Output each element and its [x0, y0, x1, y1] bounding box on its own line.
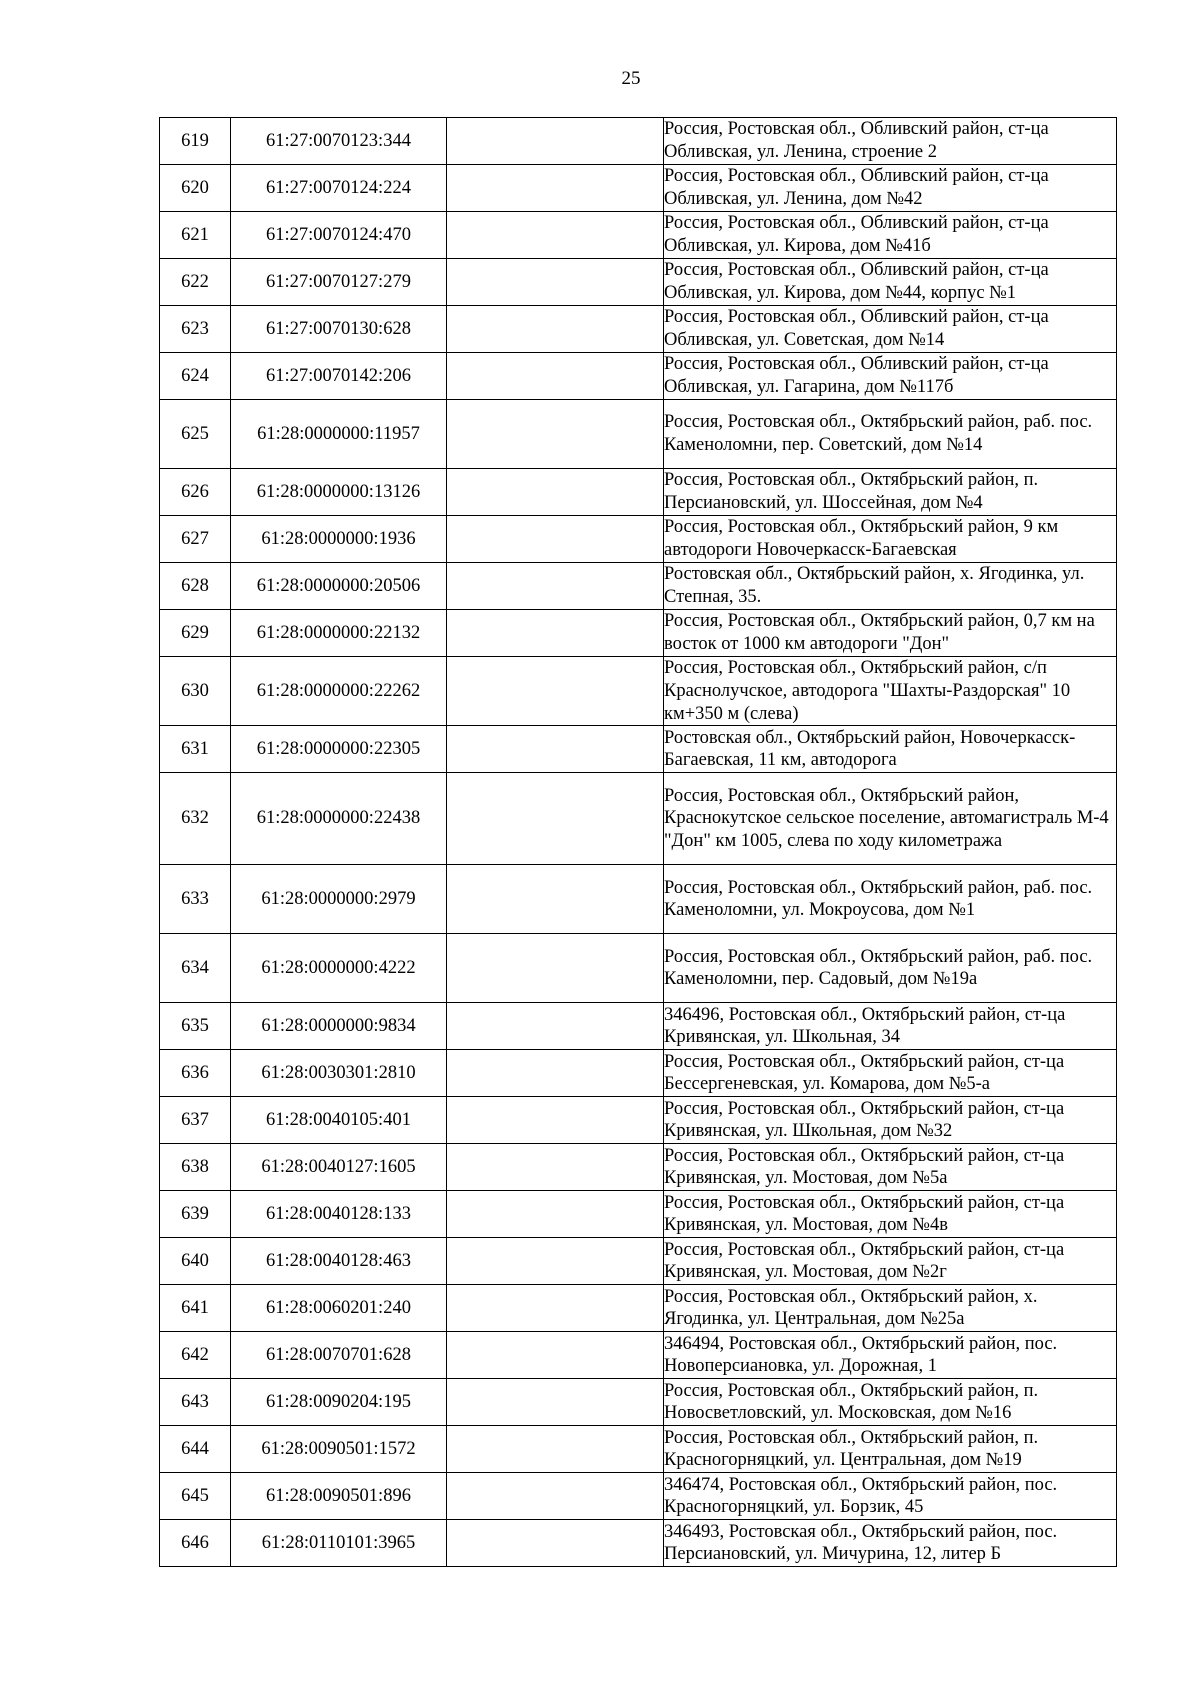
address-cell: Россия, Ростовская обл., Октябрьский район, п. Персиановский, ул. Шоссейная, дом №4	[664, 469, 1117, 516]
table-row	[160, 1003, 1117, 1050]
row-number-cell: 628	[160, 563, 231, 610]
cadastral-number-cell: 61:28:0000000:9834	[231, 1003, 447, 1050]
page-number: 25	[621, 68, 641, 89]
address-cell: Россия, Ростовская обл., Обливский район, ст-ца Обливская, ул. Ленина, строение 2	[664, 118, 1117, 165]
empty-cell	[447, 657, 664, 726]
row-number-cell: 641	[160, 1285, 231, 1332]
cadastral-number-cell: 61:28:0090501:1572	[231, 1426, 447, 1473]
empty-cell	[447, 1191, 664, 1238]
empty-cell	[447, 1097, 664, 1144]
empty-cell	[447, 353, 664, 400]
empty-cell	[447, 563, 664, 610]
address-cell: Россия, Ростовская обл., Октябрьский район, х. Ягодинка, ул. Центральная, дом №25а	[664, 1285, 1117, 1332]
cadastral-number-cell: 61:28:0090501:896	[231, 1473, 447, 1520]
table-row	[160, 726, 1117, 773]
cadastral-number-cell: 61:28:0000000:1936	[231, 516, 447, 563]
row-number-cell: 620	[160, 165, 231, 212]
cadastral-number-cell: 61:28:0000000:4222	[231, 934, 447, 1003]
empty-cell	[447, 1379, 664, 1426]
address-cell: 346474, Ростовская обл., Октябрьский район, пос. Красногорняцкий, ул. Борзик, 45	[664, 1473, 1117, 1520]
table-row	[160, 1144, 1117, 1191]
address-cell: Ростовская обл., Октябрьский район, Новочеркасск-Багаевская, 11 км, автодорога	[664, 726, 1117, 773]
address-cell: Россия, Ростовская обл., Октябрьский район, раб. пос. Каменоломни, пер. Советский, дом №14	[664, 400, 1117, 469]
cadastral-number-cell: 61:28:0000000:11957	[231, 400, 447, 469]
cadastral-number-cell: 61:28:0040128:463	[231, 1238, 447, 1285]
table-row	[160, 259, 1117, 306]
cadastral-number-cell: 61:28:0040127:1605	[231, 1144, 447, 1191]
cadastral-number-cell: 61:28:0090204:195	[231, 1379, 447, 1426]
cadastral-number-cell: 61:27:0070123:344	[231, 118, 447, 165]
address-cell: 346496, Ростовская обл., Октябрьский район, ст-ца Кривянская, ул. Школьная, 34	[664, 1003, 1117, 1050]
row-number-cell: 623	[160, 306, 231, 353]
empty-cell	[447, 1050, 664, 1097]
address-cell: Россия, Ростовская обл., Обливский район, ст-ца Обливская, ул. Гагарина, дом №117б	[664, 353, 1117, 400]
row-number-cell: 645	[160, 1473, 231, 1520]
empty-cell	[447, 259, 664, 306]
empty-cell	[447, 306, 664, 353]
row-number-cell: 625	[160, 400, 231, 469]
empty-cell	[447, 1144, 664, 1191]
row-number-cell: 632	[160, 773, 231, 865]
empty-cell	[447, 165, 664, 212]
table-row	[160, 165, 1117, 212]
cadastral-number-cell: 61:27:0070130:628	[231, 306, 447, 353]
empty-cell	[447, 212, 664, 259]
table-row	[160, 1379, 1117, 1426]
row-number-cell: 640	[160, 1238, 231, 1285]
row-number-cell: 643	[160, 1379, 231, 1426]
address-cell: Россия, Ростовская обл., Октябрьский район, п. Новосветловский, ул. Московская, дом №16	[664, 1379, 1117, 1426]
table-row	[160, 610, 1117, 657]
table-row	[160, 1332, 1117, 1379]
address-cell: Россия, Ростовская обл., Обливский район, ст-ца Обливская, ул. Кирова, дом №41б	[664, 212, 1117, 259]
address-cell: 346494, Ростовская обл., Октябрьский район, пос. Новоперсиановка, ул. Дорожная, 1	[664, 1332, 1117, 1379]
cadastral-number-cell: 61:28:0000000:13126	[231, 469, 447, 516]
row-number-cell: 629	[160, 610, 231, 657]
cadastral-number-cell: 61:27:0070124:470	[231, 212, 447, 259]
empty-cell	[447, 1520, 664, 1567]
empty-cell	[447, 726, 664, 773]
row-number-cell: 637	[160, 1097, 231, 1144]
empty-cell	[447, 118, 664, 165]
cadastral-number-cell: 61:27:0070124:224	[231, 165, 447, 212]
table-row	[160, 1238, 1117, 1285]
address-cell: Россия, Ростовская обл., Октябрьский район, Краснокутское сельское поселение, автомагистраль М-4 "Дон" км 1005, слева по ходу километража	[664, 773, 1117, 865]
address-cell: Россия, Ростовская обл., Обливский район, ст-ца Обливская, ул. Кирова, дом №44, корпус №1	[664, 259, 1117, 306]
row-number-cell: 621	[160, 212, 231, 259]
table-row	[160, 469, 1117, 516]
empty-cell	[447, 610, 664, 657]
cadastral-number-cell: 61:28:0000000:22305	[231, 726, 447, 773]
address-cell: Россия, Ростовская обл., Октябрьский район, ст-ца Кривянская, ул. Мостовая, дом №2г	[664, 1238, 1117, 1285]
address-cell: Россия, Ростовская обл., Обливский район, ст-ца Обливская, ул. Ленина, дом №42	[664, 165, 1117, 212]
empty-cell	[447, 1473, 664, 1520]
row-number-cell: 635	[160, 1003, 231, 1050]
cadastral-number-cell: 61:28:0040128:133	[231, 1191, 447, 1238]
cadastral-number-cell: 61:28:0000000:22438	[231, 773, 447, 865]
table-row	[160, 306, 1117, 353]
cadastral-number-cell: 61:28:0040105:401	[231, 1097, 447, 1144]
row-number-cell: 624	[160, 353, 231, 400]
row-number-cell: 622	[160, 259, 231, 306]
row-number-cell: 627	[160, 516, 231, 563]
row-number-cell: 619	[160, 118, 231, 165]
row-number-cell: 638	[160, 1144, 231, 1191]
row-number-cell: 630	[160, 657, 231, 726]
empty-cell	[447, 1426, 664, 1473]
table-row	[160, 1285, 1117, 1332]
empty-cell	[447, 400, 664, 469]
row-number-cell: 634	[160, 934, 231, 1003]
address-cell: Россия, Ростовская обл., Октябрьский район, ст-ца Бессергеневская, ул. Комарова, дом №5-а	[664, 1050, 1117, 1097]
property-register-table	[159, 117, 1117, 1567]
row-number-cell: 646	[160, 1520, 231, 1567]
table-row	[160, 865, 1117, 934]
empty-cell	[447, 1332, 664, 1379]
cadastral-number-cell: 61:28:0110101:3965	[231, 1520, 447, 1567]
table-row	[160, 1097, 1117, 1144]
register-body	[160, 118, 1117, 1567]
address-cell: Россия, Ростовская обл., Октябрьский район, с/п Краснолучское, автодорога "Шахты-Раздорская" 10 км+350 м (слева)	[664, 657, 1117, 726]
table-row	[160, 1473, 1117, 1520]
table-row	[160, 773, 1117, 865]
table-row	[160, 1520, 1117, 1567]
table-row	[160, 657, 1117, 726]
cadastral-number-cell: 61:28:0000000:2979	[231, 865, 447, 934]
address-cell: Россия, Ростовская обл., Октябрьский район, ст-ца Кривянская, ул. Школьная, дом №32	[664, 1097, 1117, 1144]
row-number-cell: 633	[160, 865, 231, 934]
empty-cell	[447, 1285, 664, 1332]
empty-cell	[447, 1003, 664, 1050]
cadastral-number-cell: 61:28:0070701:628	[231, 1332, 447, 1379]
table-row	[160, 212, 1117, 259]
row-number-cell: 636	[160, 1050, 231, 1097]
address-cell: Россия, Ростовская обл., Октябрьский район, 9 км автодороги Новочеркасск-Багаевская	[664, 516, 1117, 563]
address-cell: Россия, Ростовская обл., Обливский район, ст-ца Обливская, ул. Советская, дом №14	[664, 306, 1117, 353]
row-number-cell: 644	[160, 1426, 231, 1473]
address-cell: Россия, Ростовская обл., Октябрьский район, 0,7 км на восток от 1000 км автодороги "Дон"	[664, 610, 1117, 657]
table-row	[160, 353, 1117, 400]
cadastral-number-cell: 61:28:0000000:20506	[231, 563, 447, 610]
address-cell: 346493, Ростовская обл., Октябрьский район, пос. Персиановский, ул. Мичурина, 12, литер Б	[664, 1520, 1117, 1567]
row-number-cell: 631	[160, 726, 231, 773]
table-row	[160, 516, 1117, 563]
empty-cell	[447, 469, 664, 516]
empty-cell	[447, 934, 664, 1003]
table-row	[160, 1426, 1117, 1473]
table-row	[160, 400, 1117, 469]
cadastral-number-cell: 61:28:0030301:2810	[231, 1050, 447, 1097]
row-number-cell: 626	[160, 469, 231, 516]
empty-cell	[447, 516, 664, 563]
cadastral-number-cell: 61:28:0060201:240	[231, 1285, 447, 1332]
row-number-cell: 639	[160, 1191, 231, 1238]
table-row	[160, 1191, 1117, 1238]
address-cell: Ростовская обл., Октябрьский район, х. Ягодинка, ул. Степная, 35.	[664, 563, 1117, 610]
empty-cell	[447, 865, 664, 934]
table-row	[160, 118, 1117, 165]
empty-cell	[447, 773, 664, 865]
cadastral-number-cell: 61:27:0070127:279	[231, 259, 447, 306]
table-row	[160, 934, 1117, 1003]
table-row	[160, 1050, 1117, 1097]
address-cell: Россия, Ростовская обл., Октябрьский район, п. Красногорняцкий, ул. Центральная, дом №19	[664, 1426, 1117, 1473]
cadastral-number-cell: 61:28:0000000:22262	[231, 657, 447, 726]
address-cell: Россия, Ростовская обл., Октябрьский район, раб. пос. Каменоломни, ул. Мокроусова, дом №1	[664, 865, 1117, 934]
cadastral-number-cell: 61:27:0070142:206	[231, 353, 447, 400]
address-cell: Россия, Ростовская обл., Октябрьский район, ст-ца Кривянская, ул. Мостовая, дом №4в	[664, 1191, 1117, 1238]
row-number-cell: 642	[160, 1332, 231, 1379]
cadastral-number-cell: 61:28:0000000:22132	[231, 610, 447, 657]
empty-cell	[447, 1238, 664, 1285]
table-row	[160, 563, 1117, 610]
address-cell: Россия, Ростовская обл., Октябрьский район, ст-ца Кривянская, ул. Мостовая, дом №5а	[664, 1144, 1117, 1191]
address-cell: Россия, Ростовская обл., Октябрьский район, раб. пос. Каменоломни, пер. Садовый, дом №19а	[664, 934, 1117, 1003]
